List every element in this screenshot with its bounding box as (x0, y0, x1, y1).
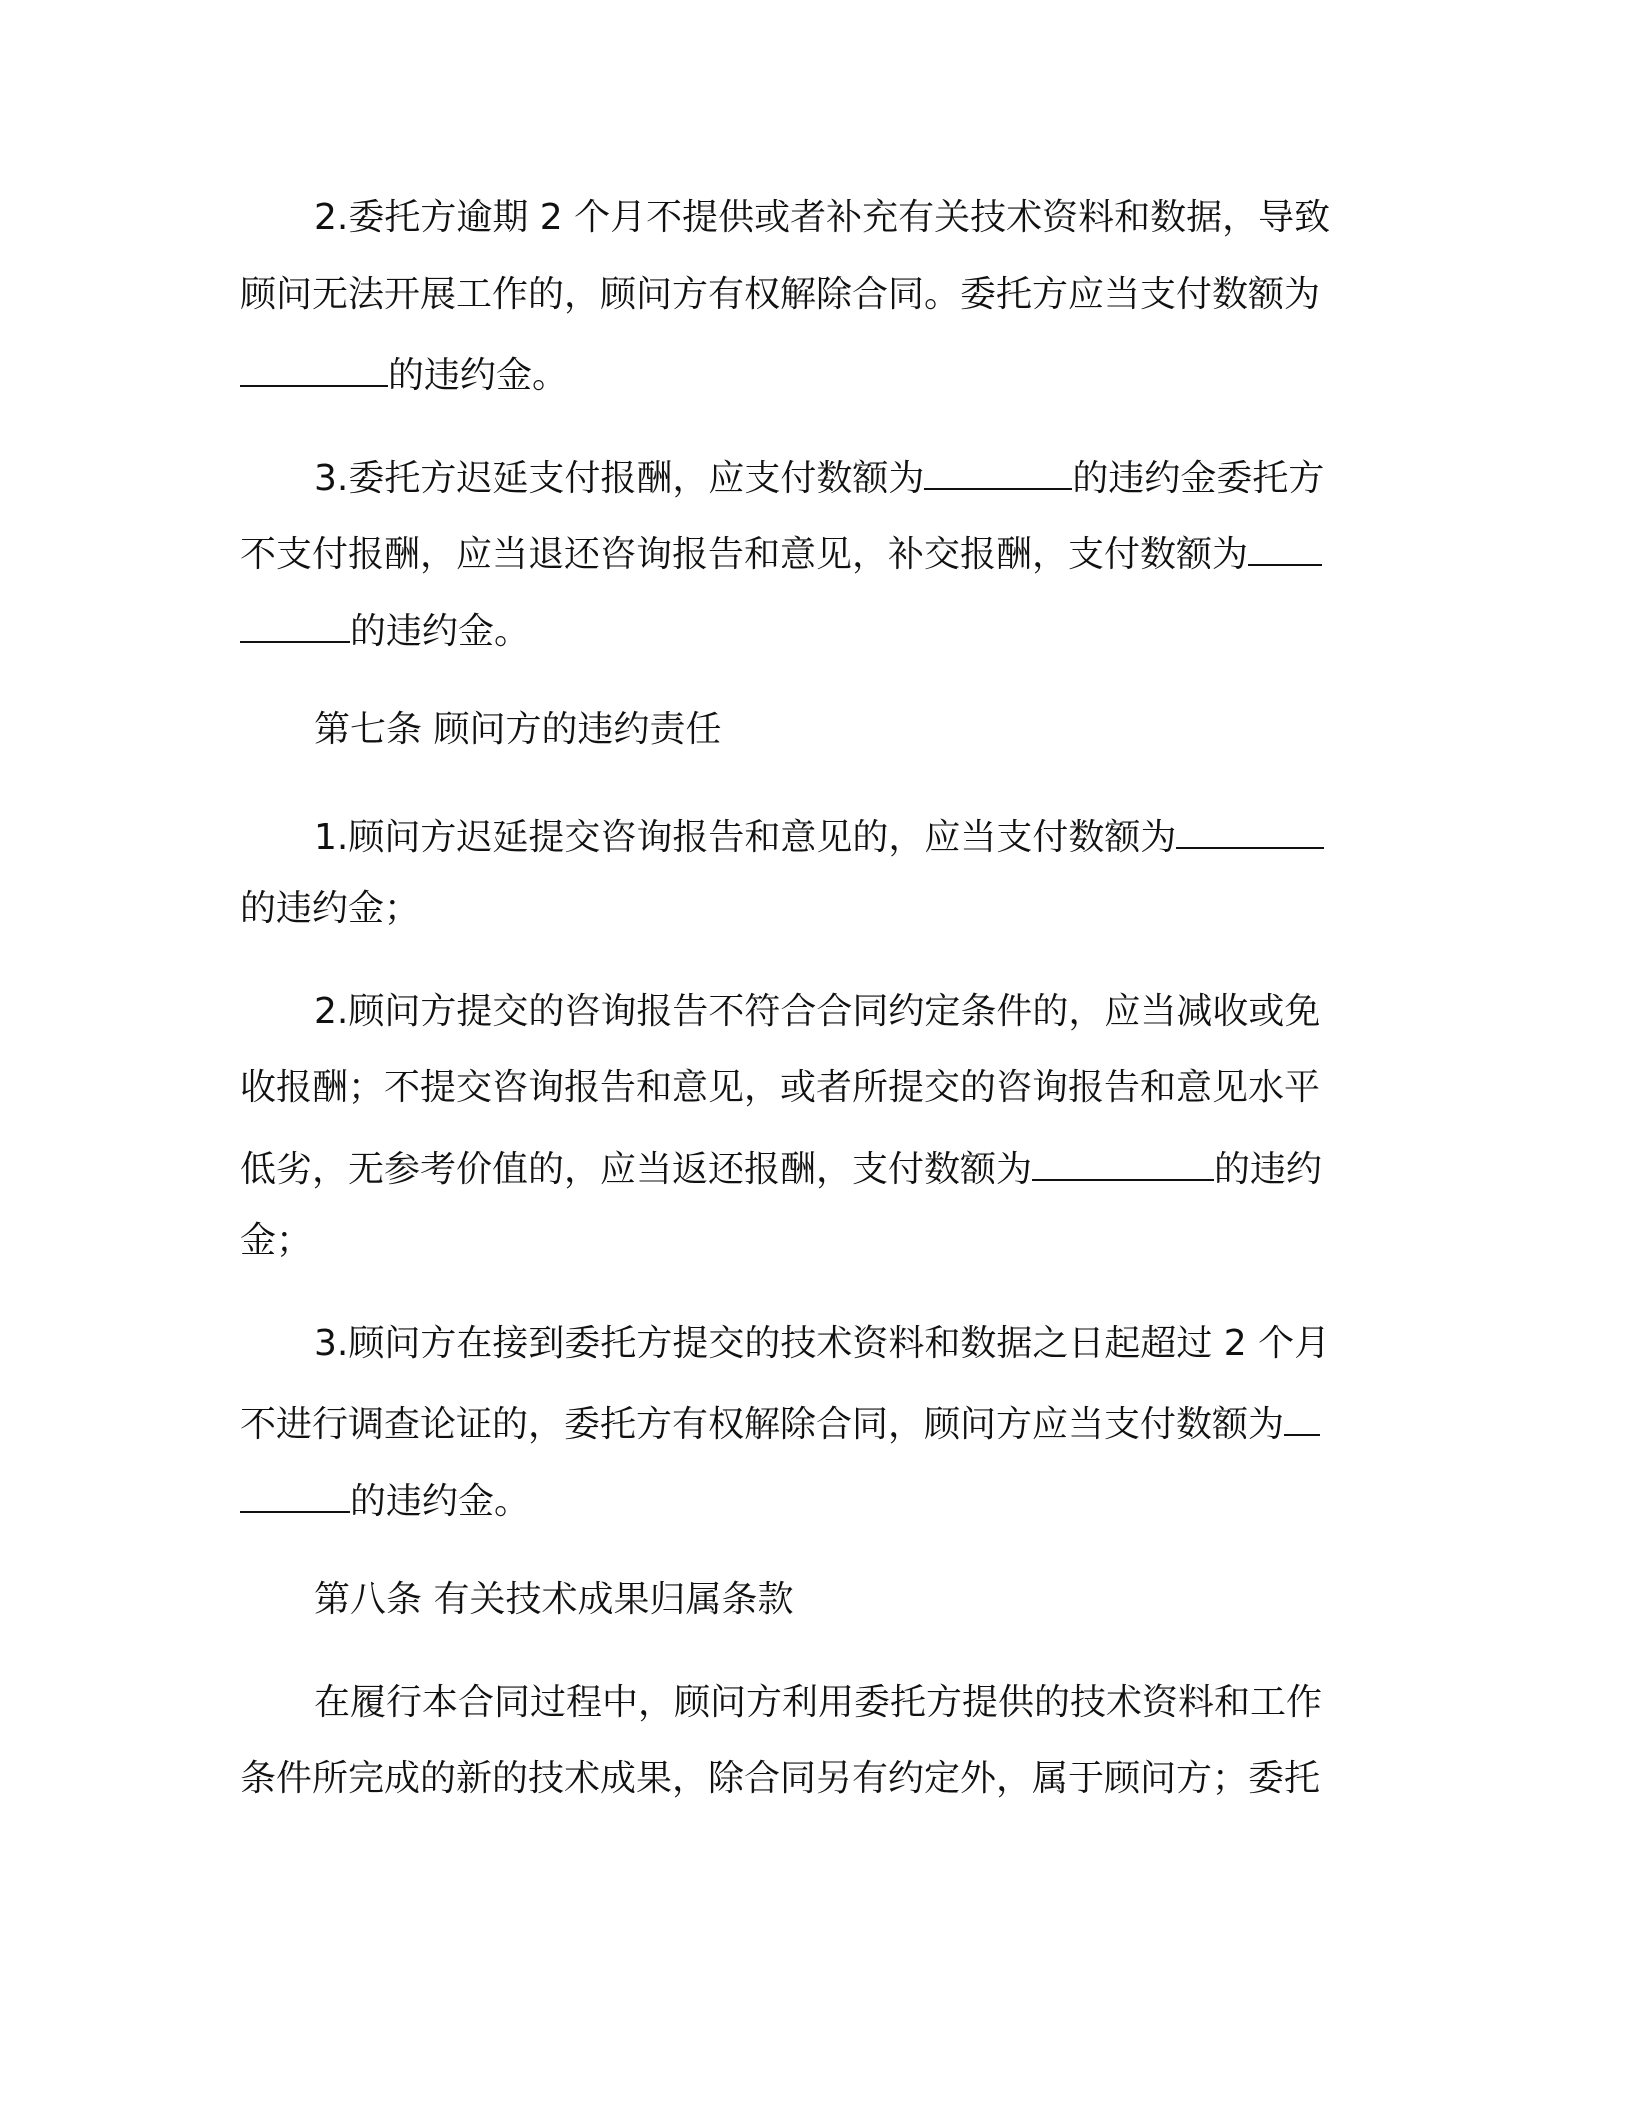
s6-item3-line2-text: 不支付报酬，应当退还咨询报告和意见，补交报酬，支付数额为 (240, 534, 1249, 575)
s7-item2-line1: 2.顾问方提交的咨询报告不符合合同约定条件的，应当减收或免 (314, 991, 1321, 1032)
s6-item2-line1: 2.委托方逾期 2 个月不提供或者补充有关技术资料和数据，导致 (314, 197, 1331, 238)
s6-item2-line3-text: 的违约金。 (388, 355, 569, 396)
s8-para-line2: 条件所完成的新的技术成果，除合同另有约定外，属于顾问方；委托 (240, 1758, 1321, 1799)
s7-item2-line3 (240, 1135, 1350, 1195)
s6-item3-line3-text: 的违约金。 (350, 611, 531, 652)
s7-item3-line3 (240, 1467, 1350, 1527)
fill-blank (1176, 803, 1324, 849)
fill-blank (1284, 1390, 1320, 1436)
fill-blank (240, 597, 350, 643)
s8-para-line1: 在履行本合同过程中，顾问方利用委托方提供的技术资料和工作 (314, 1682, 1323, 1723)
s6-item3-line1 (314, 444, 1350, 504)
section8-heading: 第八条 有关技术成果归属条款 (314, 1579, 794, 1620)
s7-item2-line4: 金； (240, 1220, 313, 1261)
s6-item3-line2 (240, 520, 1350, 580)
s6-item3-line1-text-a: 3.委托方迟延支付报酬，应支付数额为 (314, 458, 925, 499)
s7-item1-line2: 的违约金； (240, 888, 421, 929)
s7-item1-line1 (314, 803, 1350, 863)
fill-blank (240, 1467, 350, 1513)
s7-item1-line1-text: 1.顾问方迟延提交咨询报告和意见的，应当支付数额为 (314, 817, 1177, 858)
s7-item3-line2-text: 不进行调查论证的，委托方有权解除合同，顾问方应当支付数额为 (240, 1404, 1285, 1445)
s6-item2-line2: 顾问无法开展工作的，顾问方有权解除合同。委托方应当支付数额为 (240, 274, 1321, 315)
s6-item3-line1-text-b: 的违约金委托方 (1072, 458, 1325, 499)
s7-item2-line3-text-b: 的违约 (1214, 1149, 1323, 1190)
s7-item2-line2: 收报酬；不提交咨询报告和意见，或者所提交的咨询报告和意见水平 (240, 1067, 1321, 1108)
s7-item3-line2 (240, 1390, 1350, 1450)
s7-item2-line3-text-a: 低劣，无参考价值的，应当返还报酬，支付数额为 (240, 1149, 1033, 1190)
fill-blank (1248, 520, 1322, 566)
s7-item3-line1: 3.顾问方在接到委托方提交的技术资料和数据之日起超过 2 个月 (314, 1323, 1331, 1364)
s7-item3-line3-text: 的违约金。 (350, 1481, 531, 1522)
section7-heading: 第七条 顾问方的违约责任 (314, 709, 722, 750)
s6-item3-line3 (240, 597, 1350, 657)
fill-blank (1032, 1135, 1214, 1181)
fill-blank (240, 341, 388, 387)
s6-item2-line3 (240, 341, 1350, 401)
fill-blank (924, 444, 1072, 490)
